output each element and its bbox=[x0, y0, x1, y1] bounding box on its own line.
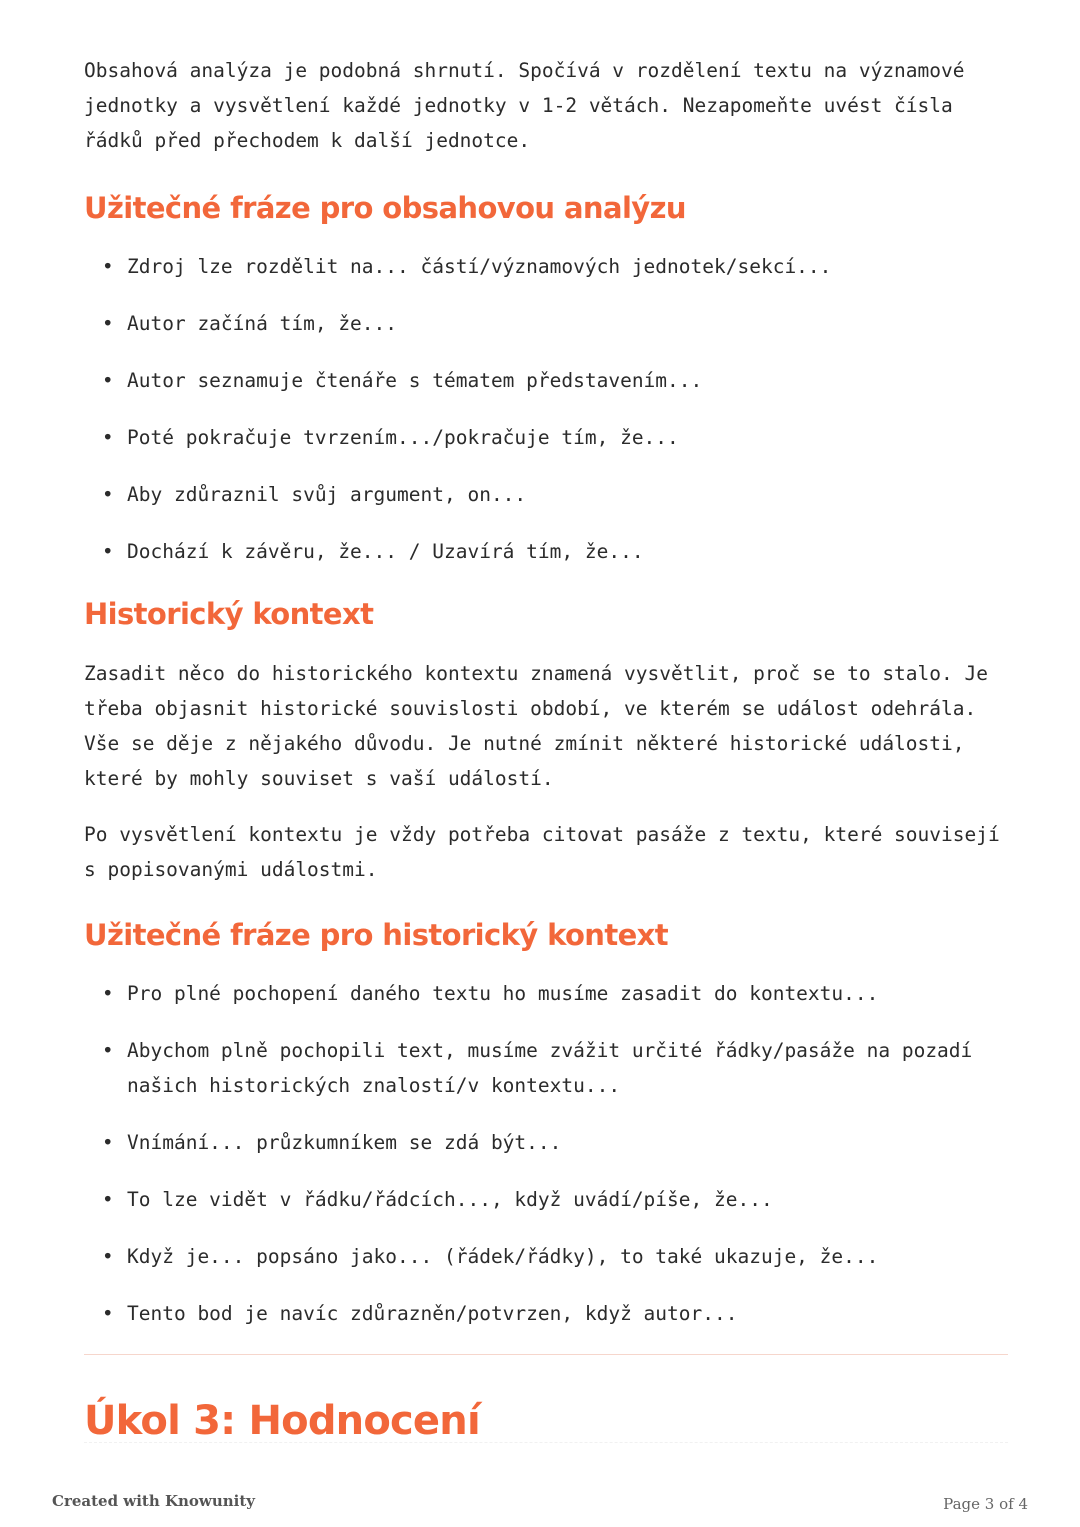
list-item: • Autor začíná tím, že... bbox=[84, 306, 1008, 341]
historical-context-paragraph-2: Po vysvětlení kontextu je vždy potřeba citovat pasáže z textu, které souvisejí s popisovanými událostmi. bbox=[84, 823, 1000, 881]
document-page bbox=[84, 50, 1008, 1447]
footer-created-with: Created with Knowunity bbox=[52, 1492, 255, 1510]
list-item: • Autor seznamuje čtenáře s tématem představením... bbox=[84, 363, 1008, 398]
dashed-divider bbox=[84, 1442, 1008, 1443]
content-analysis-phrase-list bbox=[84, 249, 1008, 569]
list-item: • Dochází k závěru, že... / Uzavírá tím, že... bbox=[84, 534, 1008, 569]
bullet-icon: • bbox=[102, 255, 114, 278]
task-heading: Úkol 3: Hodnocení bbox=[84, 1398, 480, 1444]
section-heading-content-analysis: Užitečné fráze pro obsahovou analýzu bbox=[84, 191, 686, 225]
list-item: • Poté pokračuje tvrzením.../pokračuje tím, že... bbox=[84, 420, 1008, 455]
list-item: • Tento bod je navíc zdůrazněn/potvrzen, když autor... bbox=[84, 1296, 1008, 1331]
list-item: • Aby zdůraznil svůj argument, on... bbox=[84, 477, 1008, 512]
bullet-icon: • bbox=[102, 426, 114, 449]
historical-context-paragraph-1: Zasadit něco do historického kontextu znamená vysvětlit, proč se to stalo. Je třeba objasnit historické souvislosti období, ve kterém se událost odehrála. Vše se děje z nějakého důvodu. Je nutné zmínit některé historické události, které by mohly souviset s vaší událostí. bbox=[84, 662, 988, 790]
historical-phrase-list bbox=[84, 976, 1008, 1331]
bullet-icon: • bbox=[102, 1131, 114, 1154]
intro-paragraph: Obsahová analýza je podobná shrnutí. Spočívá v rozdělení textu na významové jednotky a vysvětlení každé jednotky v 1-2 větách. Nezapomeňte uvést čísla řádků před přechodem k další jednotce. bbox=[84, 59, 965, 152]
bullet-icon: • bbox=[102, 540, 114, 563]
footer-page-number: Page 3 of 4 bbox=[943, 1495, 1028, 1513]
list-item: • Když je... popsáno jako... (řádek/řádky), to také ukazuje, že... bbox=[84, 1239, 1008, 1274]
bullet-icon: • bbox=[102, 1039, 114, 1062]
bullet-icon: • bbox=[102, 483, 114, 506]
bullet-icon: • bbox=[102, 1245, 114, 1268]
list-item: • Abychom plně pochopili text, musíme zvážit určité řádky/pasáže na pozadí našich historických znalostí/v kontextu... bbox=[84, 1033, 1008, 1103]
bullet-icon: • bbox=[102, 369, 114, 392]
bullet-icon: • bbox=[102, 312, 114, 335]
list-item: • Pro plné pochopení daného textu ho musíme zasadit do kontextu... bbox=[84, 976, 1008, 1011]
section-heading-historical-phrases: Užitečné fráze pro historický kontext bbox=[84, 918, 669, 952]
list-item: • Vnímání... průzkumníkem se zdá být... bbox=[84, 1125, 1008, 1160]
bullet-icon: • bbox=[102, 982, 114, 1005]
bullet-icon: • bbox=[102, 1302, 114, 1325]
bullet-icon: • bbox=[102, 1188, 114, 1211]
list-item: • Zdroj lze rozdělit na... částí/významových jednotek/sekcí... bbox=[84, 249, 1008, 284]
section-heading-historical-context: Historický kontext bbox=[84, 597, 374, 631]
list-item: • To lze vidět v řádku/řádcích..., když uvádí/píše, že... bbox=[84, 1182, 1008, 1217]
section-divider bbox=[84, 1354, 1008, 1355]
